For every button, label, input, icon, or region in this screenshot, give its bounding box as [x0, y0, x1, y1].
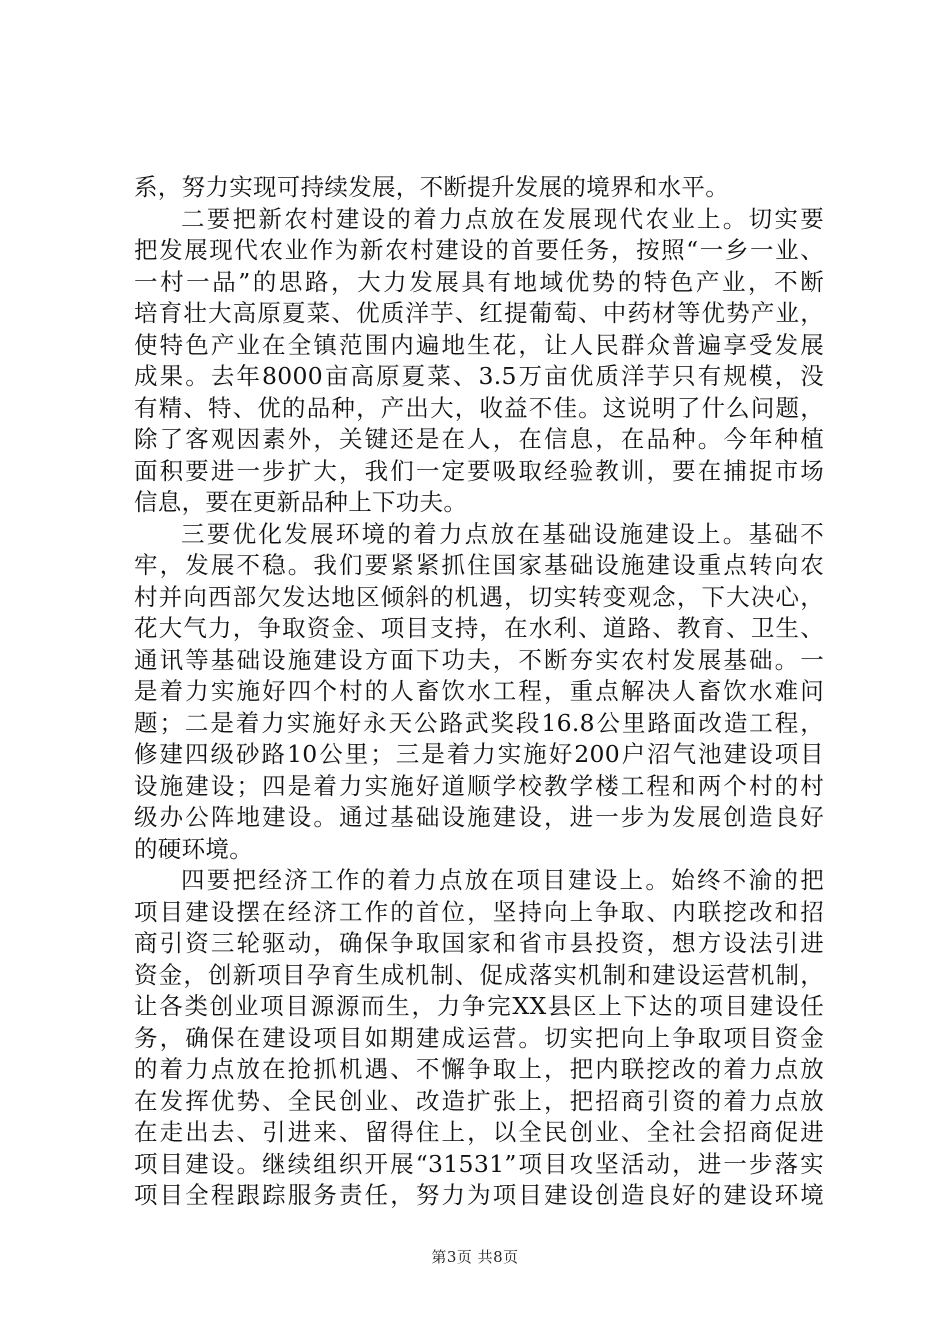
text-line: 项目建设。继续组织开展“31531”项目攻坚活动，进一步落实 — [134, 1149, 824, 1178]
text-line: 修建四级砂路10公里；三是着力实施好200户沼气池建设项目 — [134, 740, 824, 768]
document-body — [134, 172, 824, 1212]
paragraph-first-line: 三要优化发展环境的着力点放在基础设施建设上。基础不 — [181, 519, 824, 548]
text-line: 在走出去、引进来、留得住上，以全民创业、全社会招商促进 — [134, 1118, 824, 1146]
text-line: 通讯等基础设施建设方面下功夫，不断夯实农村发展基础。一 — [134, 645, 824, 674]
text-line: 牢，发展不稳。我们要紧紧抓住国家基础设施建设重点转向农 — [134, 551, 824, 579]
text-line: 资金，创新项目孕育生成机制、促成落实机制和建设运营机制， — [134, 960, 824, 989]
text-line: 一村一品”的思路，大力发展具有地域优势的特色产业，不断 — [134, 267, 824, 296]
paragraph-first-line: 二要把新农村建设的着力点放在发展现代农业上。切实要 — [181, 204, 824, 233]
text-line: 是着力实施好四个村的人畜饮水工程，重点解决人畜饮水难问 — [134, 677, 824, 705]
text-line: 商引资三轮驱动，确保争取国家和省市县投资，想方设法引进 — [134, 929, 824, 957]
text-line: 项目建设摆在经济工作的首位，坚持向上争取、内联挖改和招 — [134, 897, 824, 926]
text-line: 成果。去年8000亩高原夏菜、3.5万亩优质洋芋只有规模，没 — [134, 362, 824, 390]
text-line: 培育壮大高原夏菜、优质洋芋、红提葡萄、中药材等优势产业， — [134, 299, 824, 327]
page-footer: 第3页 共8页 — [431, 1248, 519, 1266]
text-line: 使特色产业在全镇范围内遍地生花，让人民群众普遍享受发展 — [134, 330, 824, 359]
text-line: 花大气力，争取资金、项目支持，在水利、道路、教育、卫生、 — [134, 614, 824, 642]
text-line: 题；二是着力实施好永天公路武奖段16.8公里路面改造工程， — [134, 708, 824, 737]
text-line: 在发挥优势、全民创业、改造扩张上，把招商引资的着力点放 — [134, 1086, 824, 1115]
text-line: 级办公阵地建设。通过基础设施建设，进一步为发展创造良好 — [134, 803, 824, 831]
text-line: 面积要进一步扩大，我们一定要吸取经验教训，要在捕捉市场 — [134, 456, 824, 485]
paragraph-first-line: 四要把经济工作的着力点放在项目建设上。始终不渝的把 — [181, 866, 824, 894]
text-line: 的硬环境。 — [134, 834, 253, 863]
text-line: 项目全程跟踪服务责任，努力为项目建设创造良好的建设环境 — [134, 1181, 824, 1209]
text-line: 系，努力实现可持续发展，不断提升发展的境界和水平。 — [134, 173, 729, 201]
text-line: 务，确保在建设项目如期建成运营。切实把向上争取项目资金 — [134, 1023, 824, 1052]
text-line: 村并向西部欠发达地区倾斜的机遇，切实转变观念，下大决心， — [134, 582, 824, 611]
text-line: 把发展现代农业作为新农村建设的首要任务，按照“一乡一业、 — [134, 236, 824, 264]
text-line: 的着力点放在抢抓机遇、不懈争取上，把内联挖改的着力点放 — [134, 1055, 824, 1083]
text-line: 设施建设；四是着力实施好道顺学校教学楼工程和两个村的村 — [134, 771, 824, 800]
text-line: 让各类创业项目源源而生，力争完XX县区上下达的项目建设任 — [134, 992, 824, 1020]
text-line: 信息，要在更新品种上下功夫。 — [134, 488, 468, 516]
text-line: 除了客观因素外，关键还是在人，在信息，在品种。今年种植 — [134, 425, 824, 453]
text-line: 有精、特、优的品种，产出大，收益不佳。这说明了什么问题， — [134, 393, 824, 422]
